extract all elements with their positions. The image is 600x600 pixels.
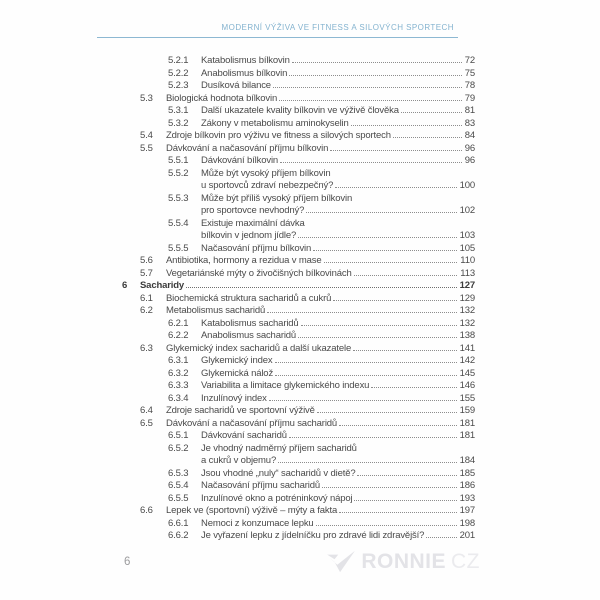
toc-entry-lines: [201, 155, 475, 168]
toc-entry-label-continuation: bílkovin v jednom jídle?: [201, 230, 297, 241]
toc-entry-label: Jsou vhodné „nuly“ sacharidů v dietě?: [201, 467, 356, 479]
ronnie-logo-watermark: [326, 550, 480, 574]
toc-entry-label: Katabolismus bílkovin: [201, 55, 290, 66]
toc-entry: [140, 130, 475, 143]
toc-entry: [168, 243, 475, 256]
dotted-leader: [426, 537, 456, 538]
toc-entry-line: [201, 480, 475, 493]
toc-entry-lines: [201, 330, 475, 343]
dotted-leader: [357, 475, 456, 476]
toc-entry-page: 75: [464, 67, 475, 79]
toc-entry-page: 81: [464, 105, 475, 116]
toc-entry-lines: [166, 418, 475, 431]
toc-entry-label: Dávkování a načasování příjmu sacharidů: [166, 417, 338, 429]
toc-entry-line: [201, 80, 475, 93]
toc-entry-page: 103: [459, 230, 475, 241]
toc-entry-number: 6.6.1: [168, 517, 189, 529]
toc-entry-page: 197: [459, 505, 475, 516]
toc-entry-lines: [201, 168, 475, 193]
toc-entry: [168, 355, 475, 368]
toc-entry-line: [201, 530, 475, 543]
toc-entry-page: 198: [459, 517, 475, 529]
toc-entry-number: 6.5.2: [168, 442, 189, 454]
ronnie-brand-text: RONNIE: [361, 550, 446, 573]
dotted-leader: [298, 337, 457, 338]
toc-entry-line: [201, 118, 475, 131]
toc-entry-page: 100: [459, 180, 475, 191]
header-divider: [97, 37, 458, 38]
toc-entry: [122, 280, 475, 293]
toc-entry-number: 6.5: [140, 417, 153, 429]
toc-entry: [140, 418, 475, 431]
toc-entry-number: 5.5.5: [168, 242, 189, 254]
toc-entry: [140, 143, 475, 156]
toc-entry-line: [201, 318, 475, 331]
toc-entry-line: [166, 143, 475, 156]
toc-entry-page: 142: [459, 355, 475, 366]
toc-entry-label: Variabilita a limitace glykemického indexu: [201, 380, 370, 391]
toc-entry-lines: [201, 468, 475, 481]
toc-entry-line: [166, 93, 475, 106]
toc-entry-number: 6.6: [140, 505, 153, 516]
toc-entry: [140, 293, 475, 306]
toc-entry-label: Antibiotika, hormony a rezidua v mase: [166, 255, 322, 266]
toc-entry-number: 6: [122, 280, 128, 291]
dotted-leader: [317, 412, 457, 413]
toc-entry-label: Anabolismus bílkovin: [201, 67, 288, 79]
toc-entry-number: 5.5.3: [168, 192, 189, 204]
dotted-leader: [269, 400, 457, 401]
dotted-leader: [353, 350, 457, 351]
toc-entry: [168, 380, 475, 393]
toc-entry-number: 6.4: [140, 405, 153, 416]
toc-entry-label-continuation: a cukrů v objemu?: [201, 455, 277, 466]
ronnie-cz-text: CZ: [451, 550, 480, 573]
toc-entry-page: 141: [459, 342, 475, 354]
toc-entry: [140, 343, 475, 356]
toc-entry-number: 6.5.3: [168, 467, 189, 479]
toc-entry: [168, 218, 475, 243]
toc-entry-lines: [201, 193, 475, 218]
toc-entry-line: [201, 105, 475, 118]
toc-entry-label: Vegetariánské mýty o živočišných bílkovinách: [166, 267, 352, 279]
toc-entry-line: [166, 305, 475, 318]
toc-entry-label: Katabolismus sacharidů: [201, 317, 299, 329]
toc-entry: [168, 443, 475, 468]
toc-entry-page: 159: [459, 405, 475, 416]
toc-entry-line: [166, 343, 475, 356]
toc-entry-lines: [201, 118, 475, 131]
toc-entry-number: 5.6: [140, 255, 153, 266]
toc-entry-line: [166, 505, 475, 518]
toc-entry-number: 5.2.2: [168, 67, 189, 79]
dotted-leader: [280, 162, 462, 163]
toc-entry-number: 5.5.1: [168, 155, 189, 166]
dotted-leader: [301, 325, 457, 326]
toc-entry-line-continuation: [201, 205, 475, 218]
toc-entry-label: Biologická hodnota bílkovin: [166, 92, 278, 104]
dotted-leader: [333, 300, 456, 301]
toc-entry-line: [201, 430, 475, 443]
toc-entry-label: Zdroje sacharidů ve sportovní výživě: [166, 405, 315, 416]
dotted-leader: [275, 362, 457, 363]
toc-entry-number: 5.2.1: [168, 55, 189, 66]
dotted-leader: [339, 512, 456, 513]
toc-entry-line: [201, 218, 475, 231]
dotted-leader: [279, 100, 462, 101]
dotted-leader: [393, 137, 462, 138]
toc-entry-number: 5.5.2: [168, 167, 189, 179]
toc-entry-page: 145: [459, 367, 475, 379]
toc-entry-page: 184: [459, 455, 475, 466]
ronnie-check-icon: [326, 550, 356, 574]
toc-entry: [168, 318, 475, 331]
toc-entry-page: 105: [459, 242, 475, 254]
toc-entry-line: [166, 405, 475, 418]
dotted-leader: [371, 387, 456, 388]
toc-entry-label: Sacharidy: [140, 280, 185, 291]
toc-entry-line: [201, 193, 475, 206]
toc-entry-lines: [201, 243, 475, 256]
toc-entry-line: [201, 155, 475, 168]
toc-entry-lines: [201, 380, 475, 393]
dotted-leader: [351, 125, 462, 126]
toc-entry-label: Další ukazatele kvality bílkovin ve výživě člověka: [201, 105, 399, 116]
dotted-leader: [401, 112, 462, 113]
toc-entry-line: [166, 130, 475, 143]
toc-entry: [168, 80, 475, 93]
toc-entry-number: 6.5.5: [168, 492, 189, 504]
toc-entry: [140, 255, 475, 268]
toc-entry-line: [201, 355, 475, 368]
toc-entry-lines: [201, 530, 475, 543]
toc-entry: [168, 368, 475, 381]
toc-entry-lines: [140, 280, 475, 293]
toc-entry-lines: [166, 255, 475, 268]
toc-entry-page: 84: [464, 130, 475, 141]
toc-entry-label: Dávkování bílkovin: [201, 155, 279, 166]
toc-entry-page: 132: [459, 305, 475, 316]
dotted-leader: [289, 75, 461, 76]
toc-entry-line: [201, 368, 475, 381]
toc-entry-number: 6.3.3: [168, 380, 189, 391]
toc-entry-number: 6.3.1: [168, 355, 189, 366]
dotted-leader: [322, 487, 457, 488]
toc-entry: [140, 405, 475, 418]
toc-entry-lines: [166, 343, 475, 356]
toc-entry-label-continuation: pro sportovce nevhodný?: [201, 205, 305, 216]
toc-entry-line: [201, 168, 475, 181]
toc-entry-page: 181: [459, 430, 475, 441]
toc-entry-line: [166, 255, 475, 268]
dotted-leader: [306, 212, 456, 213]
toc-entry-label: Lepek ve (sportovní) výživě – mýty a fakta: [166, 505, 338, 516]
toc-entry-page: 96: [464, 142, 475, 154]
toc-entry: [140, 305, 475, 318]
toc-entry-line: [166, 268, 475, 281]
toc-entry-page: 146: [459, 380, 475, 391]
toc-entry-page: 155: [459, 392, 475, 404]
dotted-leader: [273, 87, 462, 88]
toc-entry-number: 5.2.3: [168, 80, 189, 91]
toc-entry-lines: [201, 480, 475, 493]
table-of-contents: [100, 55, 475, 543]
toc-entry: [168, 493, 475, 506]
toc-entry: [168, 68, 475, 81]
toc-entry-page: 83: [464, 117, 475, 129]
toc-entry-number: 6.5.4: [168, 480, 189, 491]
toc-entry-number: 5.5: [140, 142, 153, 154]
toc-entry-page: 181: [459, 417, 475, 429]
toc-entry: [168, 430, 475, 443]
toc-entry: [168, 168, 475, 193]
toc-entry-lines: [166, 130, 475, 143]
dotted-leader: [330, 150, 461, 151]
toc-entry-number: 5.3.2: [168, 117, 189, 129]
dotted-leader: [313, 250, 456, 251]
toc-entry-label: Nemoci z konzumace lepku: [201, 517, 314, 529]
toc-entry-label: Může být vysoký příjem bílkovin: [201, 167, 331, 179]
toc-entry-page: 72: [464, 55, 475, 66]
toc-entry-lines: [201, 493, 475, 506]
toc-entry-label: Anabolismus sacharidů: [201, 330, 297, 341]
dotted-leader: [278, 462, 457, 463]
toc-entry-lines: [201, 355, 475, 368]
toc-entry-line: [201, 468, 475, 481]
toc-entry-number: 5.3: [140, 92, 153, 104]
toc-entry-label: Metabolismus sacharidů: [166, 305, 266, 316]
toc-entry-label: Dávkování sacharidů: [201, 430, 287, 441]
toc-entry-number: 6.1: [140, 292, 153, 304]
dotted-leader: [186, 287, 457, 288]
page-header-title: MODERNÍ VÝŽIVA VE FITNESS A SILOVÝCH SPORTECH: [221, 23, 454, 32]
toc-entry-number: 5.5.4: [168, 217, 189, 229]
toc-entry-number: 6.3: [140, 342, 153, 354]
toc-entry-label: Zdroje bílkovin pro výživu ve fitness a silových sportech: [166, 130, 391, 141]
toc-entry-number: 6.2.1: [168, 317, 189, 329]
toc-entry-line: [201, 68, 475, 81]
toc-entry-number: 6.3.4: [168, 392, 189, 404]
toc-entry-page: 96: [464, 155, 475, 166]
toc-entry-lines: [201, 105, 475, 118]
toc-entry: [168, 105, 475, 118]
toc-entry-number: 5.3.1: [168, 105, 189, 116]
dotted-leader: [354, 275, 458, 276]
dotted-leader: [292, 62, 462, 63]
toc-entry-line-continuation: [201, 455, 475, 468]
toc-entry-line: [201, 443, 475, 456]
toc-entry-page: 110: [460, 255, 475, 266]
toc-entry-line: [201, 55, 475, 68]
toc-entry-line-continuation: [201, 230, 475, 243]
toc-entry-number: 5.4: [140, 130, 153, 141]
toc-entry-page: 78: [464, 80, 475, 91]
toc-entry-lines: [166, 93, 475, 106]
toc-entry-label: Je vyřazení lepku z jídelníčku pro zdravé lidi zdravější?: [201, 530, 425, 541]
toc-entry: [168, 55, 475, 68]
toc-entry-label: Načasování příjmu sacharidů: [201, 480, 320, 491]
toc-entry-lines: [166, 405, 475, 418]
toc-entry-lines: [201, 80, 475, 93]
toc-entry-label: Glykemický index sacharidů a další ukazatele: [166, 342, 352, 354]
toc-entry-label: Je vhodný nadměrný příjem sacharidů: [201, 442, 357, 454]
toc-entry-lines: [166, 268, 475, 281]
toc-entry: [168, 155, 475, 168]
toc-entry-label: Dusíková bilance: [201, 80, 271, 91]
toc-entry-line: [140, 280, 475, 293]
dotted-leader: [267, 312, 456, 313]
dotted-leader: [289, 437, 457, 438]
dotted-leader: [339, 425, 457, 426]
toc-entry-page: 102: [459, 205, 475, 216]
toc-entry-line: [201, 493, 475, 506]
toc-entry-page: 185: [459, 467, 475, 479]
toc-entry-number: 6.5.1: [168, 430, 189, 441]
toc-entry-line-continuation: [201, 180, 475, 193]
toc-entry: [140, 93, 475, 106]
toc-entry-number: 5.7: [140, 267, 153, 279]
toc-entry-number: 6.6.2: [168, 530, 189, 541]
toc-entry-page: 138: [459, 330, 475, 341]
toc-entry-page: 201: [459, 530, 475, 541]
toc-entry-lines: [166, 293, 475, 306]
toc-entry-number: 6.3.2: [168, 367, 189, 379]
toc-entry-line: [166, 418, 475, 431]
footer-page-number: 6: [124, 556, 131, 568]
toc-entry-line: [166, 293, 475, 306]
toc-entry-lines: [201, 55, 475, 68]
toc-entry: [168, 118, 475, 131]
toc-entry-page: 186: [459, 480, 475, 491]
toc-entry-page: 132: [459, 317, 475, 329]
toc-entry-lines: [201, 318, 475, 331]
dotted-leader: [275, 375, 457, 376]
toc-entry: [168, 530, 475, 543]
toc-entry-lines: [201, 368, 475, 381]
toc-entry-page: 113: [460, 267, 475, 279]
toc-entry: [168, 468, 475, 481]
toc-entry-line: [201, 518, 475, 531]
toc-entry-page: 79: [464, 92, 475, 104]
toc-entry: [168, 330, 475, 343]
toc-entry-lines: [166, 143, 475, 156]
toc-entry-lines: [201, 218, 475, 243]
dotted-leader: [298, 237, 456, 238]
toc-entry-line: [201, 243, 475, 256]
toc-entry-lines: [201, 430, 475, 443]
dotted-leader: [354, 500, 456, 501]
toc-entry-line: [201, 393, 475, 406]
toc-entry-label: Glykemický index: [201, 355, 273, 366]
toc-entry-page: 193: [459, 492, 475, 504]
toc-entry-page: 127: [459, 280, 475, 291]
toc-entry: [168, 480, 475, 493]
toc-entry-line: [201, 380, 475, 393]
toc-entry-number: 6.2.2: [168, 330, 189, 341]
toc-entry-label: Existuje maximální dávka: [201, 217, 305, 229]
toc-entry-label-continuation: u sportovců zdraví nebezpečný?: [201, 180, 334, 191]
dotted-leader: [324, 262, 458, 263]
toc-entry-lines: [201, 443, 475, 468]
toc-entry-number: 6.2: [140, 305, 153, 316]
toc-entry-label: Dávkování a načasování příjmu bílkovin: [166, 142, 329, 154]
toc-entry-lines: [201, 68, 475, 81]
toc-entry: [168, 518, 475, 531]
toc-entry-page: 129: [459, 292, 475, 304]
toc-entry-lines: [201, 393, 475, 406]
toc-entry: [140, 505, 475, 518]
dotted-leader: [335, 187, 456, 188]
toc-entry-label: Načasování příjmu bílkovin: [201, 242, 312, 254]
toc-entry-label: Inzulínové okno a potréninkový nápoj: [201, 492, 353, 504]
toc-entry: [140, 268, 475, 281]
toc-entry-label: Glykemická nálož: [201, 367, 274, 379]
dotted-leader: [316, 525, 457, 526]
toc-entry: [168, 393, 475, 406]
toc-entry-label: Může být příliš vysoký příjem bílkovin: [201, 192, 353, 204]
toc-entry-label: Biochemická struktura sacharidů a cukrů: [166, 292, 332, 304]
toc-entry-label: Inzulínový index: [201, 392, 267, 404]
toc-entry-lines: [166, 505, 475, 518]
toc-entry-lines: [166, 305, 475, 318]
toc-entry-lines: [201, 518, 475, 531]
toc-entry-label: Zákony v metabolismu aminokyselin: [201, 117, 349, 129]
toc-entry: [168, 193, 475, 218]
toc-entry-line: [201, 330, 475, 343]
